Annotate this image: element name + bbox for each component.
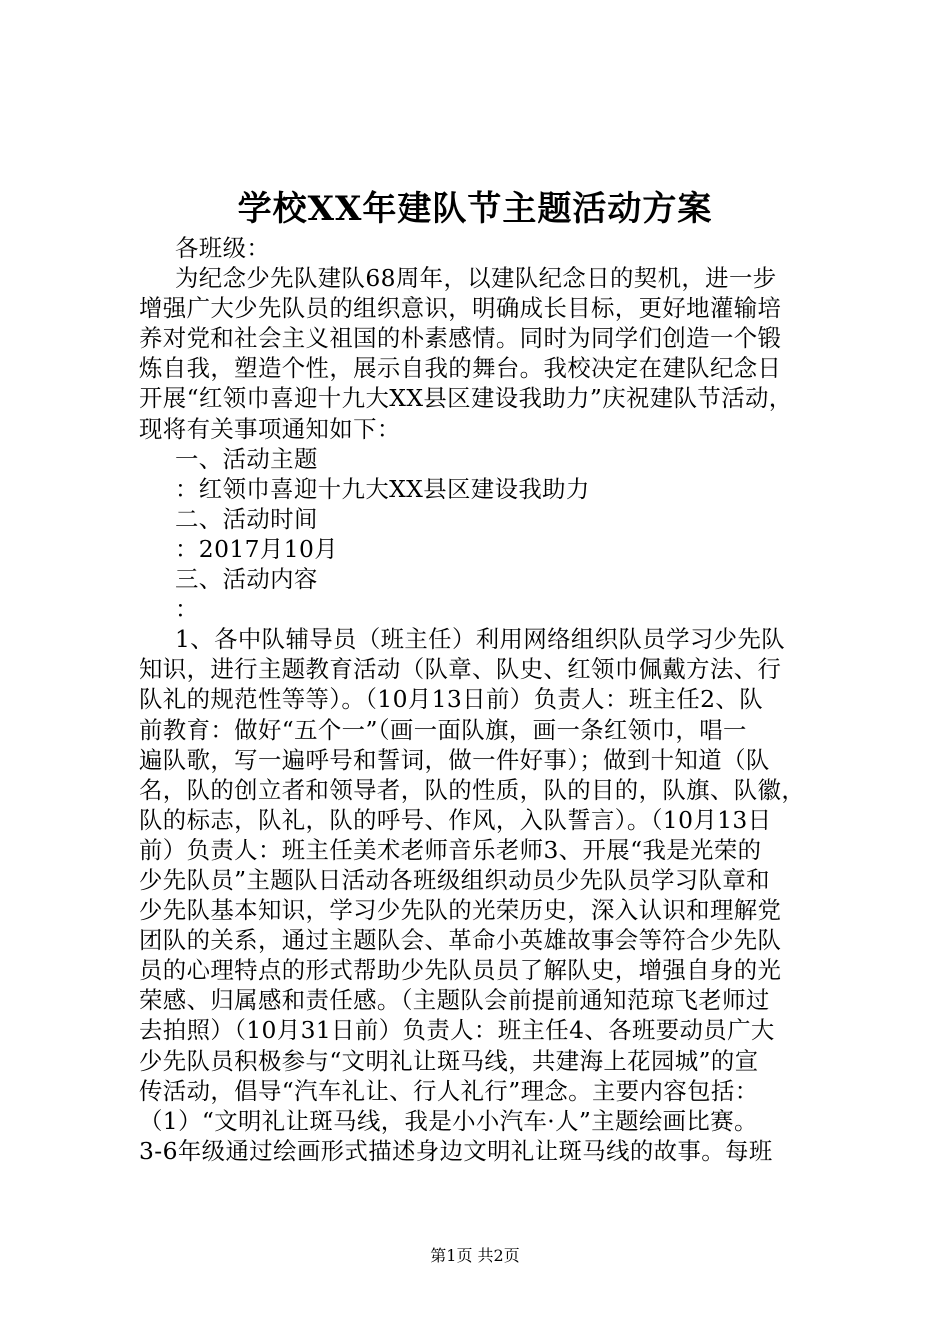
body-line: 少先队员积极参与“文明礼让斑马线，共建海上花园城”的宣 — [139, 1046, 759, 1075]
body-line: 1、各中队辅导员（班主任）利用网络组织队员学习少先队 — [175, 625, 786, 654]
body-line: 队礼的规范性等等）。（10月13日前）负责人：班主任2、队 — [139, 685, 763, 714]
body-line: 现将有关事项通知如下： — [139, 414, 401, 443]
body-line: 二、活动时间 — [175, 504, 318, 533]
body-line: 为纪念少先队建队68周年，以建队纪念日的契机，进一步 — [175, 264, 777, 293]
body-line: 开展“红领巾喜迎十九大XX县区建设我助力”庆祝建队节活动， — [139, 384, 793, 413]
document-body — [139, 233, 839, 1166]
body-line: 前教育：做好“五个一”（画一面队旗，画一条红领巾，唱一 — [139, 715, 747, 744]
body-line: 三、活动内容 — [175, 565, 318, 594]
body-line: ： — [175, 595, 199, 624]
body-line: 去拍照）（10月31日前）负责人：班主任4、各班要动员广大 — [139, 1016, 775, 1045]
body-line: 养对党和社会主义祖国的朴素感情。同时为同学们创造一个锻 — [139, 324, 782, 353]
body-line: 传活动，倡导“汽车礼让、行人礼行”理念。主要内容包括： — [139, 1076, 759, 1105]
body-line: 增强广大少先队员的组织意识，明确成长目标，更好地灌输培 — [139, 294, 782, 323]
body-line: 遍队歌，写一遍呼号和誓词，做一件好事）；做到十知道（队 — [139, 745, 770, 774]
body-line: 一、活动主题 — [175, 444, 318, 473]
body-line: ：红领巾喜迎十九大XX县区建设我助力 — [175, 474, 590, 503]
body-line: 名，队的创立者和领导者，队的性质，队的目的，队旗、队徽， — [139, 775, 806, 804]
body-line: 3-6年级通过绘画形式描述身边文明礼让斑马线的故事。每班 — [139, 1136, 773, 1165]
body-line: 炼自我，塑造个性，展示自我的舞台。我校决定在建队纪念日 — [139, 354, 782, 383]
body-line: 少先队基本知识，学习少先队的光荣历史，深入认识和理解党 — [139, 896, 782, 925]
page-footer: 第1页 共2页 — [430, 1246, 520, 1265]
body-line: 员的心理特点的形式帮助少先队员员了解队史，增强自身的光 — [139, 956, 782, 985]
body-line: 知识，进行主题教育活动（队章、队史、红领巾佩戴方法、行 — [139, 655, 782, 684]
body-line: 队的标志，队礼，队的呼号、作风，入队誓言）。（10月13日 — [139, 805, 772, 834]
document-title: 学校XX年建队节主题活动方案 — [237, 189, 713, 229]
body-line: ：2017月10月 — [175, 534, 339, 563]
body-line: 少先队员”主题队日活动各班级组织动员少先队员学习队章和 — [139, 865, 770, 894]
body-line: 各班级： — [175, 234, 271, 262]
body-line: （1）“文明礼让斑马线，我是小小汽车·人”主题绘画比赛。 — [139, 1106, 758, 1135]
body-line: 前）负责人：班主任美术老师音乐老师3、开展“我是光荣的 — [139, 835, 762, 864]
body-line: 团队的关系，通过主题队会、革命小英雄故事会等符合少先队 — [139, 926, 782, 955]
body-line: 荣感、归属感和责任感。（主题队会前提前通知范琼飞老师过 — [139, 986, 770, 1015]
